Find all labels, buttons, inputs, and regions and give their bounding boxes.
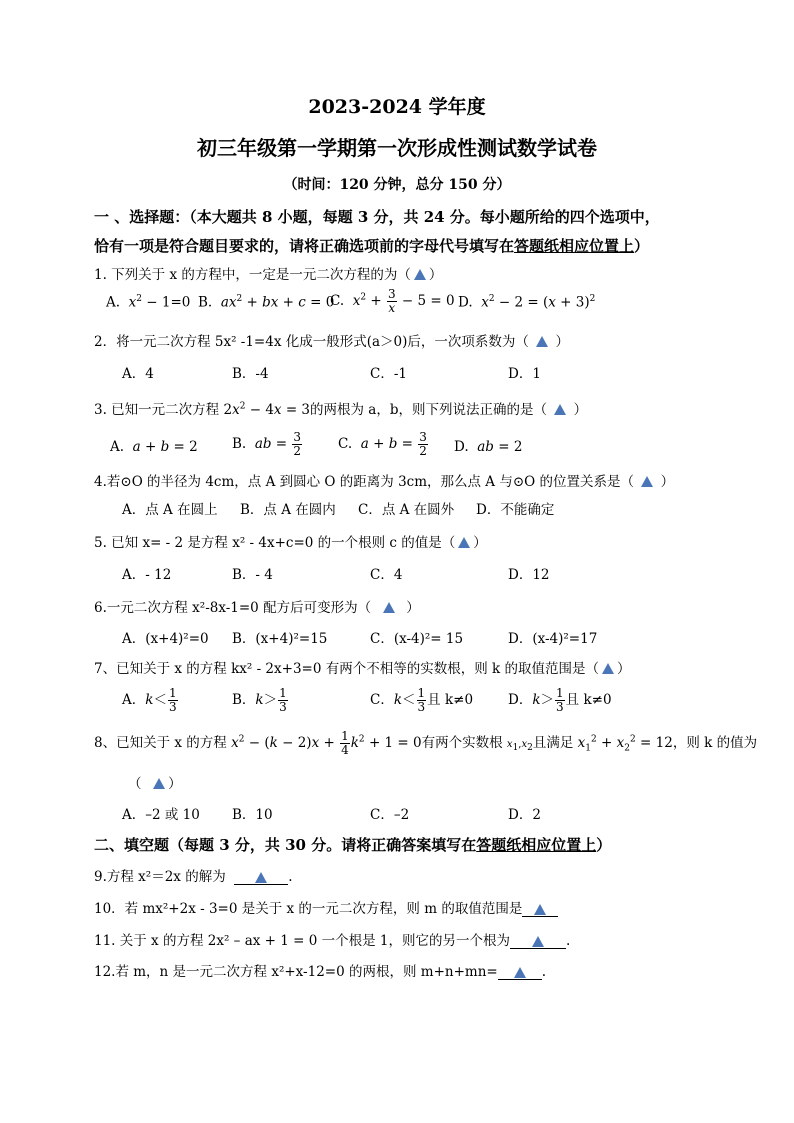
q5-option-d: D．12 xyxy=(508,567,550,583)
q5-option-a: A．- 12 xyxy=(122,567,172,583)
section1-heading-line2: 恰有一项是符合题目要求的，请将正确选项前的字母代号填写在答题纸相应位置上） xyxy=(94,237,650,255)
q5-option-c: C．4 xyxy=(370,567,403,583)
question-3: 3. 已知一元二次方程 $2x^2 - 4x = 3$的两根为 a，b，则下列说法正确的是（ ） xyxy=(94,401,588,418)
q6-option-b: B．(x+4)²=15 xyxy=(232,631,328,647)
answer-marker-icon xyxy=(383,602,395,613)
answer-marker-icon xyxy=(534,904,546,915)
q2-option-d: D．1 xyxy=(508,366,541,382)
answer-marker-icon xyxy=(602,663,614,674)
section2-heading: 二、填空题（每题 3 分，共 30 分。请将正确答案填写在答题纸相应位置上） xyxy=(94,836,612,854)
q2-option-a: A．4 xyxy=(122,366,154,382)
q3-option-d: D. ab = 2 xyxy=(454,439,523,455)
q5-option-b: B．- 4 xyxy=(232,567,273,583)
q8-option-b: B．10 xyxy=(232,807,273,823)
q2-option-b: B．-4 xyxy=(232,366,269,382)
q4-option-c: C．点 A 在圆外 xyxy=(358,502,455,518)
question-4: 4.若⊙O 的半径为 4cm，点 A 到圆心 O 的距离为 3cm，那么点 A 与⊙O 的位置关系是（ ） xyxy=(94,474,675,490)
answer-marker-icon xyxy=(514,967,526,978)
question-8-answer-bracket: （ ） xyxy=(128,776,182,792)
question-6: 6.一元二次方程 x²-8x-1=0 配方后可变形为（ ） xyxy=(94,600,420,616)
q1-option-c: C. $x^2$ + $\frac{3}{x}$ − 5 = 0 xyxy=(330,287,455,315)
q8-option-c: C．–2 xyxy=(370,807,410,823)
answer-blank[interactable] xyxy=(498,965,542,980)
q6-option-a: A．(x+4)²=0 xyxy=(122,631,209,647)
question-12: 12.若 m，n 是一元二次方程 x²+x-12=0 的两根，则 m+n+mn= . xyxy=(94,964,546,980)
question-2: 2．将一元二次方程 5x² -1=4x 化成一般形式(a＞0)后，一次项系数为（ ） xyxy=(94,334,570,350)
answer-blank[interactable] xyxy=(510,934,566,949)
q3-option-a: A. a + b = 2 xyxy=(110,439,198,455)
question-9: 9.方程 x²＝2x 的解为 . xyxy=(94,869,293,885)
question-11: 11. 关于 x 的方程 2x² – ax + 1 = 0 一个根是 1，则它的另一个根为 . xyxy=(94,933,571,949)
q7-option-c: C．k＜ $\frac{1}{3}$ 且 k≠0 xyxy=(370,686,474,714)
section1-heading-line1: 一 、选择题：（本大题共 8 小题，每题 3 分，共 24 分。每小题所给的四个选项中， xyxy=(94,208,660,226)
answer-blank[interactable] xyxy=(522,902,558,917)
answer-marker-icon xyxy=(532,936,544,947)
answer-marker-icon xyxy=(458,537,470,548)
q4-option-d: D．不能确定 xyxy=(476,502,555,518)
question-5: 5. 已知 x= - 2 是方程 x² - 4x+c=0 的一个根则 c 的值是（ ） xyxy=(94,535,487,551)
question-1: 1. 下列关于 x 的方程中，一定是一元二次方程的为（ ） xyxy=(94,267,443,283)
question-7: 7、已知关于 x 的方程 kx² - 2x+3=0 有两个不相等的实数根，则 k 的取值范围是（ ） xyxy=(94,661,631,677)
q1-option-a: A. $x^2 - 1=0$ xyxy=(106,294,191,311)
answer-marker-icon xyxy=(554,404,566,415)
answer-marker-icon xyxy=(153,778,165,789)
q4-option-a: A．点 A 在圆上 xyxy=(122,502,218,518)
q1-option-d: D. $x^2 - 2 = (x + 3)^2$ xyxy=(458,294,596,311)
answer-marker-icon xyxy=(255,872,267,883)
q8-option-a: A．–2 或 10 xyxy=(122,807,200,823)
exam-info: （时间：120 分钟，总分 150 分） xyxy=(283,177,511,193)
question-10: 10．若 mx²+2x - 3=0 是关于 x 的一元二次方程，则 m 的取值范围是 xyxy=(94,897,558,917)
q6-option-d: D．(x-4)²=17 xyxy=(508,631,598,647)
answer-marker-icon xyxy=(641,476,653,487)
q6-option-c: C．(x-4)²= 15 xyxy=(370,631,464,647)
q7-option-a: A．k＜ $\frac{1}{3}$ xyxy=(122,686,177,714)
q2-option-c: C．-1 xyxy=(370,366,407,382)
q1-option-b: B. $ax^2$ + bx + c = 0 xyxy=(198,294,335,311)
exam-title: 初三年级第一学期第一次形成性测试数学试卷 xyxy=(197,136,597,160)
answer-blank[interactable] xyxy=(234,870,288,885)
q3-option-c: C. a + b = $\frac{3}{2}$ xyxy=(338,430,427,458)
exam-year: 2023-2024 学年度 xyxy=(308,96,486,118)
q4-option-b: B．点 A 在圆内 xyxy=(240,502,336,518)
q7-option-b: B．k＞ $\frac{1}{3}$ xyxy=(232,686,287,714)
q7-option-d: D．k＞ $\frac{1}{3}$ 且 k≠0 xyxy=(508,686,612,714)
question-8: 8、已知关于 x 的方程 $x^2 - (k - 2)x$ + $\frac{1}{4}$ $k^2 + 1 = 0$有两个实数根 $x_1,x_2$且满足 $x_1^2 + x_2^2 = 12$，则 k 的值为 xyxy=(94,729,758,757)
answer-marker-icon xyxy=(414,269,426,280)
q3-option-b: B. ab = $\frac{3}{2}$ xyxy=(232,430,302,458)
q8-option-d: D．2 xyxy=(508,807,541,823)
answer-marker-icon xyxy=(536,336,548,347)
